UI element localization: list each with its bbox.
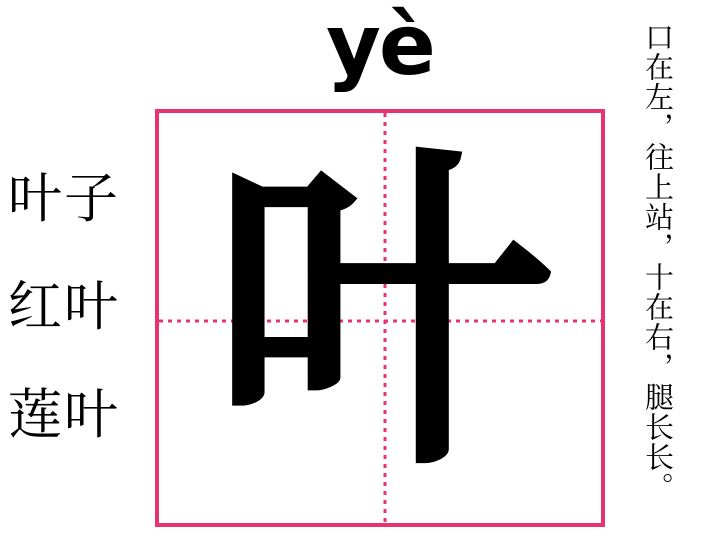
character-grid	[155, 109, 605, 527]
word-item: 莲叶	[8, 383, 120, 446]
main-character: 叶	[212, 114, 552, 513]
word-item: 红叶	[8, 275, 120, 338]
word-item: 叶子	[8, 167, 120, 230]
pinyin-label: yè	[326, 0, 434, 94]
word-list	[8, 145, 138, 469]
stroke-rhyme: 口在左，往上站，十在右，腿长长。	[641, 22, 675, 502]
